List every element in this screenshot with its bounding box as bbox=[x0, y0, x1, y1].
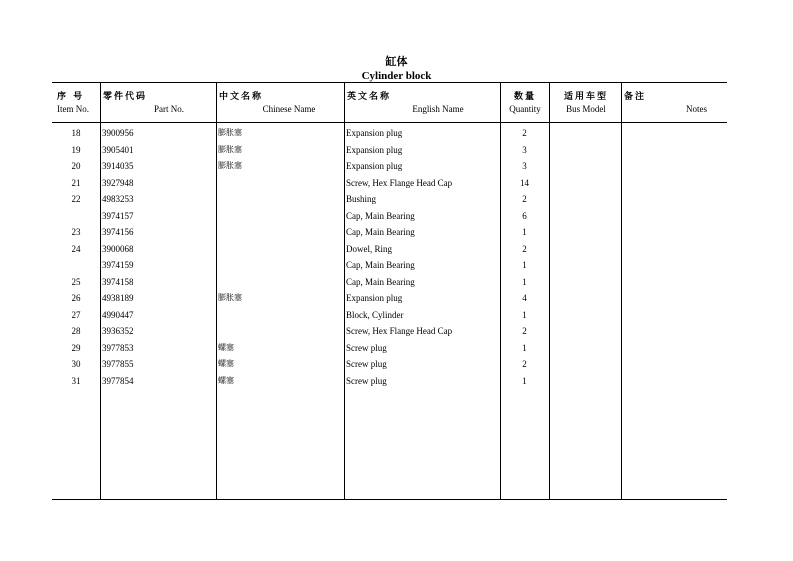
part-no-cell: 3977855 bbox=[102, 359, 134, 369]
chinese-name-cell: 螺塞 bbox=[218, 359, 234, 368]
table-row bbox=[52, 356, 727, 373]
quantity-cell: 1 bbox=[522, 342, 527, 353]
part-no-cell: 3936352 bbox=[102, 326, 134, 336]
header-quantity: 数量 Quantity bbox=[509, 92, 541, 114]
part-no-cell: 4983253 bbox=[102, 194, 134, 204]
quantity-cell: 1 bbox=[522, 227, 527, 237]
table-row bbox=[52, 340, 727, 357]
english-name-cell: Expansion plug bbox=[346, 128, 403, 138]
page-title-chinese: 缸体 bbox=[385, 55, 408, 68]
part-no-cell: 4938189 bbox=[102, 293, 134, 303]
table-row bbox=[52, 224, 727, 241]
english-name-cell: Cap, Main Bearing bbox=[346, 210, 415, 221]
table-row bbox=[52, 323, 727, 340]
english-name-cell: Cap, Main Bearing bbox=[346, 260, 415, 270]
quantity-cell: 1 bbox=[522, 309, 527, 320]
part-no-cell: 3900956 bbox=[102, 128, 134, 138]
part-no-cell: 3977853 bbox=[102, 342, 134, 353]
item-no-cell: 18 bbox=[71, 128, 81, 138]
table-row bbox=[52, 290, 727, 307]
chinese-name-cell: 膨胀塞 bbox=[218, 293, 242, 302]
item-no-cell: 27 bbox=[71, 309, 81, 320]
english-name-cell: Cap, Main Bearing bbox=[346, 276, 415, 287]
quantity-cell: 2 bbox=[522, 128, 527, 138]
header-bus-model: 适用车型 Bus Model bbox=[563, 92, 608, 114]
table-row bbox=[52, 274, 727, 291]
item-no-cell: 31 bbox=[71, 375, 81, 386]
table-row bbox=[52, 142, 727, 159]
header-english-name: 英文名称 English Name bbox=[347, 92, 464, 114]
header-part-no: 零件代码 Part No. bbox=[103, 92, 184, 114]
item-no-cell: 29 bbox=[71, 342, 81, 353]
quantity-cell: 2 bbox=[522, 194, 527, 204]
english-name-cell: Expansion plug bbox=[346, 161, 403, 171]
quantity-cell: 1 bbox=[522, 260, 527, 270]
quantity-cell: 1 bbox=[522, 375, 527, 386]
quantity-cell: 14 bbox=[520, 177, 529, 188]
english-name-cell: Dowel, Ring bbox=[346, 243, 392, 254]
part-no-cell: 3977854 bbox=[102, 375, 134, 386]
item-no-cell: 26 bbox=[71, 293, 81, 303]
part-no-cell: 3974159 bbox=[102, 260, 134, 270]
quantity-cell: 6 bbox=[522, 210, 527, 221]
chinese-name-cell: 膨胀塞 bbox=[218, 144, 242, 154]
english-name-cell: Expansion plug bbox=[346, 293, 403, 303]
table-row bbox=[52, 307, 727, 324]
part-no-cell: 3914035 bbox=[102, 161, 134, 171]
english-name-cell: Block, Cylinder bbox=[346, 309, 404, 320]
english-name-cell: Expansion plug bbox=[346, 144, 403, 155]
header-chinese-name: 中文名称 Chinese Name bbox=[219, 92, 316, 114]
quantity-cell: 2 bbox=[522, 326, 527, 336]
header-divider bbox=[52, 122, 727, 123]
table-row bbox=[52, 191, 727, 208]
quantity-cell: 2 bbox=[522, 243, 527, 254]
item-no-cell: 19 bbox=[71, 144, 81, 155]
english-name-cell: Screw plug bbox=[346, 342, 387, 353]
item-no-cell: 22 bbox=[71, 194, 81, 204]
chinese-name-cell: 膨胀塞 bbox=[218, 128, 242, 137]
item-no-cell: 23 bbox=[71, 227, 81, 237]
header-notes: 备注 Notes bbox=[624, 92, 707, 114]
quantity-cell: 3 bbox=[522, 161, 527, 171]
table-row bbox=[52, 125, 727, 142]
table-row bbox=[52, 241, 727, 258]
table-row bbox=[52, 373, 727, 390]
quantity-cell: 3 bbox=[522, 144, 527, 155]
part-no-cell: 3974158 bbox=[102, 276, 134, 287]
english-name-cell: Screw, Hex Flange Head Cap bbox=[346, 177, 453, 188]
table-row bbox=[52, 208, 727, 225]
part-no-cell: 3927948 bbox=[102, 177, 134, 188]
english-name-cell: Cap, Main Bearing bbox=[346, 227, 415, 237]
table-row bbox=[52, 158, 727, 175]
part-no-cell: 3900068 bbox=[102, 243, 134, 254]
quantity-cell: 1 bbox=[522, 276, 527, 287]
english-name-cell: Screw, Hex Flange Head Cap bbox=[346, 326, 453, 336]
item-no-cell: 21 bbox=[71, 177, 81, 188]
quantity-cell: 4 bbox=[522, 293, 527, 303]
page-title-english: Cylinder block bbox=[361, 70, 432, 82]
english-name-cell: Screw plug bbox=[346, 359, 387, 369]
item-no-cell: 30 bbox=[71, 359, 81, 369]
chinese-name-cell: 螺塞 bbox=[218, 375, 234, 385]
part-no-cell: 3905401 bbox=[102, 144, 134, 155]
item-no-cell: 20 bbox=[71, 161, 81, 171]
table-row bbox=[52, 257, 727, 274]
part-no-cell: 3974156 bbox=[102, 227, 134, 237]
quantity-cell: 2 bbox=[522, 359, 527, 369]
table-row bbox=[52, 175, 727, 192]
parts-table bbox=[52, 82, 727, 500]
item-no-cell: 28 bbox=[71, 326, 81, 336]
item-no-cell: 24 bbox=[71, 243, 81, 254]
part-no-cell: 4990447 bbox=[102, 309, 134, 320]
header-item-no: 序 号 Item No. bbox=[57, 92, 89, 114]
english-name-cell: Bushing bbox=[346, 194, 377, 204]
chinese-name-cell: 螺塞 bbox=[218, 342, 234, 352]
item-no-cell: 25 bbox=[71, 276, 81, 287]
chinese-name-cell: 膨胀塞 bbox=[218, 161, 242, 170]
part-no-cell: 3974157 bbox=[102, 210, 134, 221]
english-name-cell: Screw plug bbox=[346, 375, 387, 386]
